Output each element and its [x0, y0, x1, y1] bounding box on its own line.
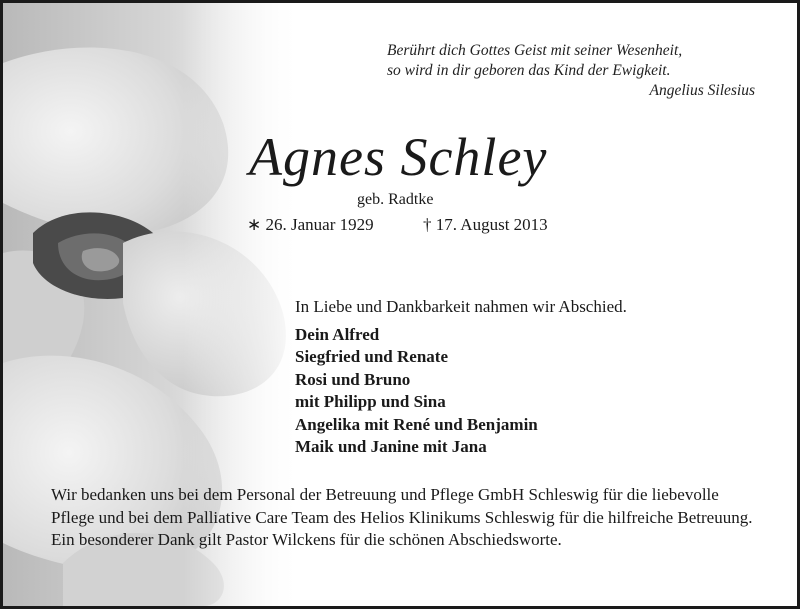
mourner-item: Rosi und Bruno	[295, 369, 411, 389]
mourner-item: Dein Alfred	[295, 325, 380, 344]
quote-author: Angelius Silesius	[649, 82, 755, 99]
birth-date: ∗ 26. Januar 1929	[247, 215, 374, 234]
mourner-item: mit Philipp und Sina	[295, 392, 446, 412]
acknowledgements	[51, 484, 757, 552]
mourner-item: Maik und Janine mit Jana	[295, 437, 487, 457]
deceased-name: Agnes Schley	[249, 127, 548, 187]
quote-line-1: Berührt dich Gottes Geist mit seiner Wesenheit,	[387, 42, 683, 59]
quote-line-2: so wird in dir geboren das Kind der Ewigkeit.	[387, 62, 671, 79]
epigraph-quote	[387, 41, 759, 101]
maiden-name: geb. Radtke	[357, 191, 434, 208]
farewell-line: In Liebe und Dankbarkeit nahmen wir Abschied.	[295, 297, 627, 316]
death-date: † 17. August 2013	[423, 215, 548, 234]
thanks-paragraph-2: Ein besonderer Dank gilt Pastor Wilckens für die schönen Abschiedsworte.	[51, 530, 562, 549]
mourner-item: Angelika mit René und Benjamin	[295, 414, 538, 434]
mourner-item: Siegfried und Renate	[295, 347, 448, 367]
thanks-paragraph-1: Wir bedanken uns bei dem Personal der Betreuung und Pflege GmbH Schleswig für die liebevolle Pflege und bei dem Palliative Care Team des Helios Klinikums Schleswig für die hilfreiche Betreuung.	[51, 485, 753, 527]
mourners-list	[295, 324, 538, 458]
